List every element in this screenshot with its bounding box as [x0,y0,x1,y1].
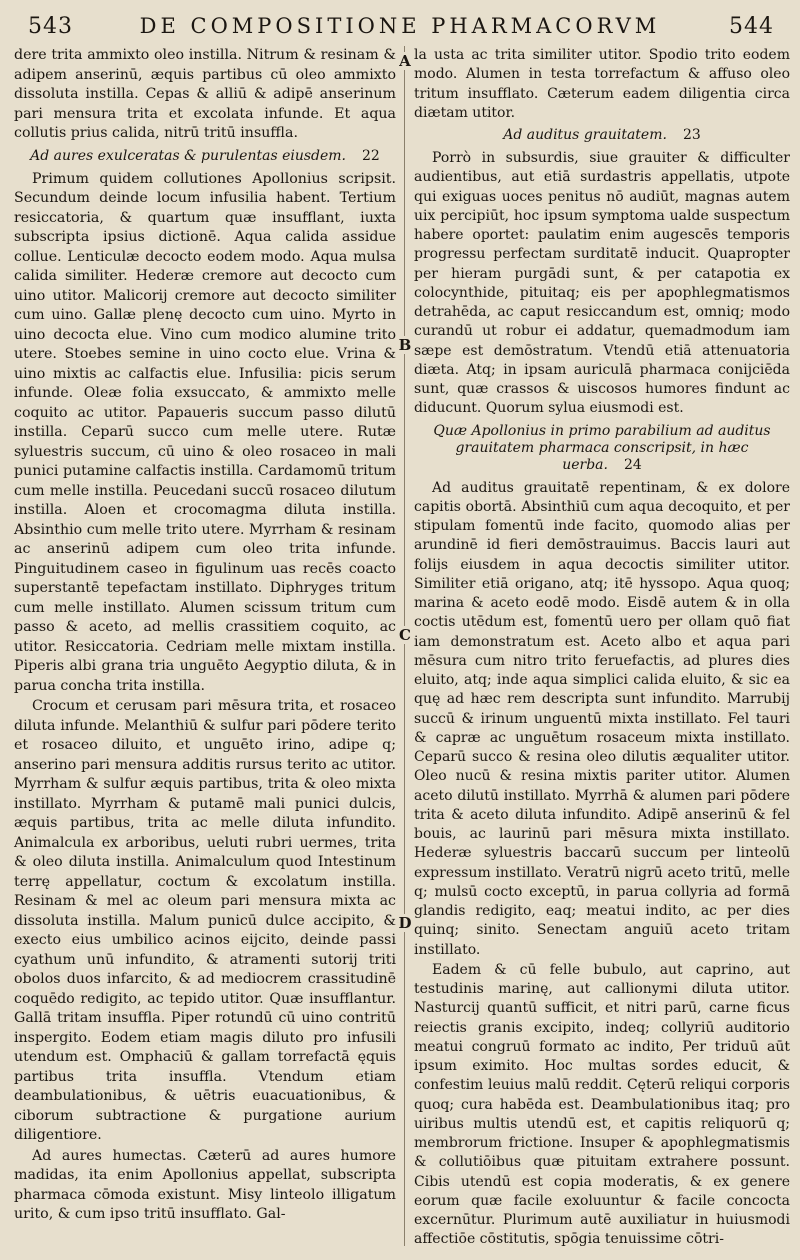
margin-letter-c: C [399,626,411,644]
section-heading [422,423,782,474]
section-number: 24 [623,456,642,473]
page-number-left: 543 [28,14,73,39]
paragraph: la usta ac trita similiter utitor. Spodio trito eodem modo. Alumen in testa torrefactum & affuso oleo tritum insufflato. Cæterum eadem diligentia circa diætam utitor. [414,47,790,121]
right-column [414,46,790,1251]
margin-letter-a: A [399,52,411,70]
paragraph: Crocum et cerusam pari mēsura trita, et rosaceo diluta infunde. Melanthiū & sulfur pari pōdere terito et rosaceo diluito, et unguēto irino, adipe q; anserino pari mensura additis rursus terito ac utitor. Myrrham & sulfur æquis partibus, trita & oleo mixta instillato. Myrrham & putamē mali punici dulcis, æquis partibus, trita ac melle diluta infundito. Animalcula ex arboribus, ueluti rubri uermes, trita & oleo diluta instilla. Animalculum quod Intestinum terrę appellatur, coctum & excolatum instilla. Resinam & mel ac oleum pari mensura mixta ac dissoluta instilla. Malum punicū dulce accipito, & execto eius umbilico acinos eijcito, deinde passi cyathum unū infundito, & atramenti sutorij triti obolos duos infarcito, & ad mediocrem crassitudinē coquēdo redigito, ac tepido utitor. Quæ insufflantur. Gallā tritam insuffla. Piper rotundū cū uino contritū inspergito. Eodem etiam magis diluto pro infusili utendum est. Omphaciū & gallam torrefactā ęquis partibus trita insuffla. Vtendum etiam deambulationibus, & uētris euacuationibus, & ciborum subtractione & purgatione aurium diligentiore. [14,698,396,1143]
heading-text: Quæ Apollonius in primo parabilium ad auditus grauitatem pharmaca conscripsit, in hæc uerba. [433,422,771,473]
section-heading [422,127,782,144]
section-heading [22,148,388,165]
paragraph: Porrò in subsurdis, siue grauiter & difficulter audientibus, aut etiā surdastris appellatis, utpote qui exiguas uoces penitus nō audiūt, magnas autem uix percipiūt, hoc ipsum symptoma ualde suspectum habere oportet: paulatim enim augescēs temporis progressu perfectam surditatē inducit. Quapropter per hieram purgādi sunt, & per catapotia ex colocynthide, pituitaq; eis per apophlegmatismos detrahēda, ac caput resiccandum est, omniq; modo curandū ut robur ei addatur, quemadmodum iam sæpe est demōstratum. Vtendū etiā attenuatoria diæta. Atq; in ipsam auriculā pharmaca conijciēda sunt, quæ crassos & uiscosos humores findunt ac diducunt. Quorum sylua eiusmodi est. [414,150,790,417]
section-number: 23 [682,127,701,143]
paragraph: Ad aures humectas. Cæterū ad aures humore madidas, ita enim Apollonius appellat, subscripta pharmaca cōmoda existunt. Misy linteolo illigatum urito, & cum ipso tritū insufflato. Gal- [14,1147,396,1222]
paragraph: Ad auditus grauitatē repentinam, & ex dolore capitis obortā. Absinthiū cum aqua decoquito, et per stipulam fomentū inde facito, quomodo alias per arundinē id fieri demōstrauimus. Baccis lauri aut folijs eiusdem in aqua decoctis similiter utitor. Similiter etiā origano, atq; itē hyssopo. Aqua quoq; marina & aceto eodē modo. Eisdē autem & in olla coctis utēdum est, fomentū uero per ollam quō fiat iam demonstratum est. Aceto albo et aqua pari mēsura cum nitro trito feruefactis, ad plures dies eluito, atq; inde aqua simplici calida eluito, & sic ea quę ad hæc rem descripta sunt infundito. Marrubij succū & irinum unguentū mixta instillato. Fel tauri & capræ ac unguētum rosaceum mixta instillato. Ceparū succo & resina oleo dilutis æqualiter utitor. Oleo nucū & resina mixtis pariter utitor. Alumen aceto dilutū instillato. Myrrhā & alumen pari pōdere trita & aceto diluta infundito. Adipē anserinū & fel bouis, ac laurinū pari mēsura mixta instillato. Hederæ syluestris baccarū succum per linteolū expressum instillato. Veratrū nigrū aceto tritū, melle q; mulsū cocto exceptū, in parua collyria ad formā glandis redigito, eaq; meatui indito, ac per dies quinq; sinito. Senectam anguiū aceto tritam instillato. [414,479,790,958]
running-title: DE COMPOSITIONE PHARMACORVM [139,14,661,38]
paragraph: Eadem & cū felle bubulo, aut caprino, aut testudinis marinę, aut callionymi diluta utitor. Nasturcij quantū sufficit, et nitri parū, carne ficus reiectis granis excipito, indeq; collyriū auditorio meatui congruū formato ac indito, Per triduū aūt ipsum eximito. Hoc multas sordes educit, & confestim leuius malū reddit. Cęterū reliqui corporis quoq; cura habēda est. Deambulationibus itaq; pro uiribus multis utendū est, et capitis reliquorū q; membrorum frictione. Insuper & apophlegmatismis & collutiōibus quæ pituitam extrahere possunt. Cibis utendū est copia moderatis, & ex genere eorum quæ facile exoluuntur & facile concocta excernūtur. Plurimum autē auxiliatur in huiusmodi affectiōe cōstitutis, spōgia tenuissime cōtri- [414,961,790,1248]
left-column [14,46,396,1226]
page-number-right: 544 [729,14,774,39]
heading-text: Ad auditus grauitatem. [503,127,667,143]
paragraph: dere trita ammixto oleo instilla. Nitrum & resinam & adipem anserinū, æquis partibus cū oleo ammixto dissoluta instilla. Cepas & alliū & adipē anserinum pari mensura trita et excolata infunde. Et aqua collutis prius calida, nitrū tritū insuffla. [14,47,396,141]
column-divider [404,46,405,1246]
section-number: 22 [362,147,380,164]
page-header [0,0,800,44]
margin-letter-b: B [398,336,412,354]
heading-text: Ad aures exulceratas & purulentas eiusdem. [30,147,347,164]
margin-letter-d: D [398,914,412,932]
paragraph: Primum quidem collutiones Apollonius scripsit. Secundum deinde locum infusilia habent. Tertium resiccatoria, & quartum quæ insufflant, iuxta subscripta ipsius dictionē. Aqua calida assidue collue. Lenticulæ decocto eodem modo. Aqua mulsa calida similiter. Hederæ cremore aut decocto cum uino utitor. Malicorij cremore aut decocto similiter cum uino. Gallæ plenę decocto cum uino. Myrto in uino decocta elue. Vino cum modico alumine trito utere. Stoebes semine in uino cocto elue. Vrina & uino mixtis ac calfactis elue. Infusilia: picis serum infunde. Oleæ folia exsuccato, & ammixto melle coquito ac utitor. Papaueris succum passo dilutū instilla. Ceparū succo cum melle utere. Rutæ syluestris succum, cū uino & oleo rosaceo in mali punici putamine calfactis instilla. Cardamomū tritum cum melle instilla. Peucedani succū rosaceo dilutum instilla. Aloen et crocomagma diluta instilla. Absinthio cum melle trito utere. Myrrham & resinam ac anserinū adipem cum oleo trita infunde. Pinguitudinem caseo in figulinum uas recēs coacto superstantē tepefactam instillato. Diphryges tritum cum melle instillato. Alumen scissum tritum cum passo & aceto, ad mellis crassitiem coquito, ac utitor. Resiccatoria. Cedriam melle mixtam instilla. Piperis albi grana tria unguēto Aegyptio diluta, & in parua concha trita instilla. [14,170,396,694]
